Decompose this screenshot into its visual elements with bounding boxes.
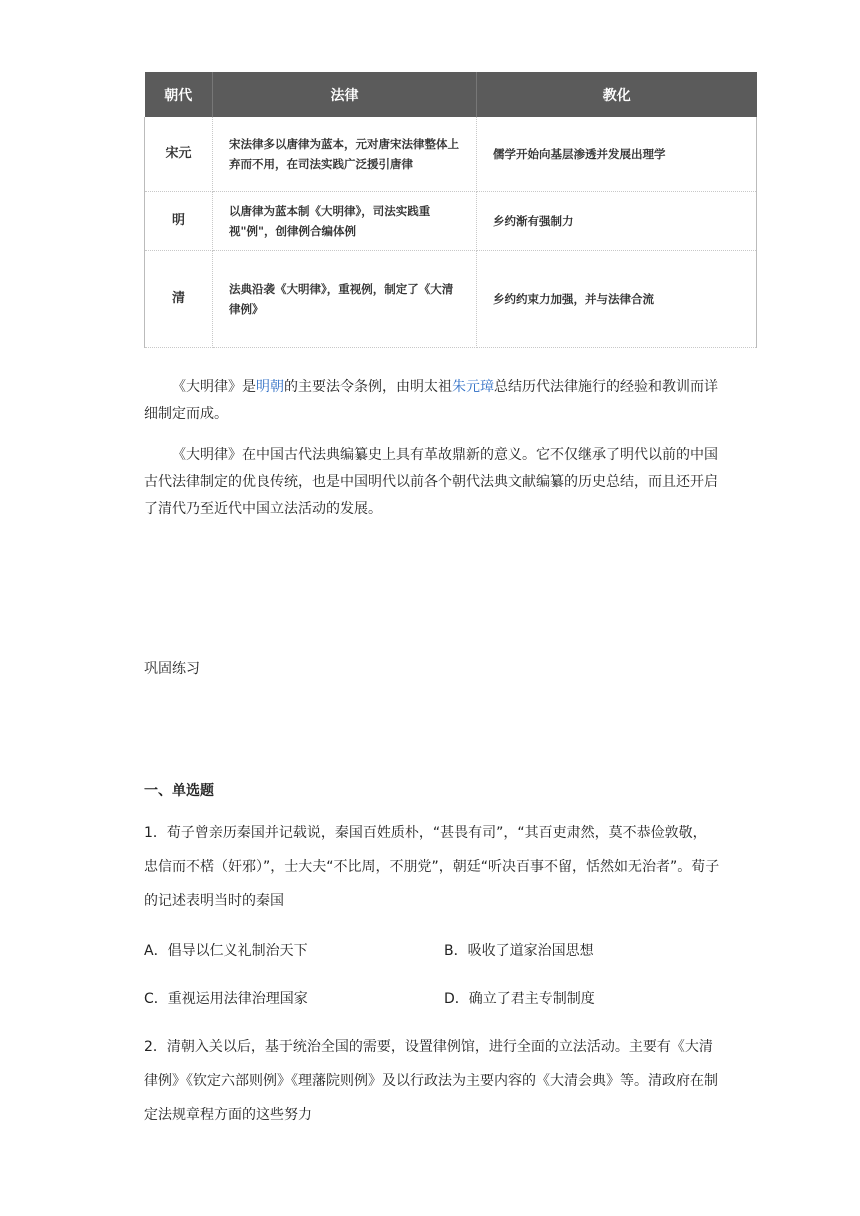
law-cell: 以唐律为蓝本制《大明律》，司法实践重视"例"，创律例合编体例 [213,192,477,251]
question-1-option-d[interactable]: D．确立了君主专制制度 [444,991,595,1007]
question-2-stem: 2．清朝入关以后，基于统治全国的需要，设置律例馆，进行全面的立法活动。主要有《大清律例》《钦定六部则例》《理藩院则例》及以行政法为主要内容的《大清会典》等。清政府在制定法规章程方面的这些努力 [144,1039,718,1123]
law-cell: 宋法律多以唐律为蓝本，元对唐宋法律整体上弃而不用，在司法实践广泛援引唐律 [213,117,477,192]
dynasty-cell: 宋元 [145,117,213,192]
education-cell: 儒学开始向基层渗透并发展出理学 [477,117,757,192]
education-cell: 乡约约束力加强，并与法律合流 [477,251,757,348]
link-ming-dynasty[interactable]: 明朝 [256,379,284,395]
para1-text-post: 总结历代法律施行的经验和教训而详细制定而成。 [144,379,718,422]
table-header-row [145,72,757,117]
table-row [145,251,757,348]
question-1-option-a[interactable]: A．倡导以仁义礼制治天下 [144,943,308,959]
table-row [145,117,757,192]
question-1-stem: 1．荀子曾亲历秦国并记载说，秦国百姓质朴，“甚畏有司”，“其百吏肃然，莫不恭俭敦敬，忠信而不楛（奸邪）”，士大夫“不比周，不朋党”，朝廷“听决百事不留，恬然如无治者”。荀子的记述表明当时的秦国 [144,825,720,909]
dynasty-law-table [144,72,757,348]
header-law: 法律 [213,72,477,117]
header-education: 教化 [477,72,757,117]
law-cell: 法典沿袭《大明律》，重视例，制定了《大清律例》 [213,251,477,348]
table-row [145,192,757,251]
header-dynasty: 朝代 [145,72,213,117]
education-cell: 乡约渐有强制力 [477,192,757,251]
link-zhu-yuanzhang[interactable]: 朱元璋 [452,379,494,395]
dynasty-cell: 明 [145,192,213,251]
paragraph-ming-code-intro [144,374,720,428]
dynasty-cell: 清 [145,251,213,348]
para1-text-pre: 《大明律》是 [172,379,256,395]
practice-title: 巩固练习 [144,661,200,677]
question-1-option-b[interactable]: B．吸收了道家治国思想 [444,943,594,959]
section-title: 一、单选题 [144,783,214,799]
question-1-option-c[interactable]: C．重视运用法律治理国家 [144,991,308,1007]
para1-text-mid: 的主要法令条例，由明太祖 [284,379,452,395]
paragraph-ming-code-significance: 《大明律》在中国古代法典编纂史上具有革故鼎新的意义。它不仅继承了明代以前的中国古代法律制定的优良传统，也是中国明代以前各个朝代法典文献编纂的历史总结，而且还开启了清代乃至近代中国立法活动的发展。 [144,447,718,517]
